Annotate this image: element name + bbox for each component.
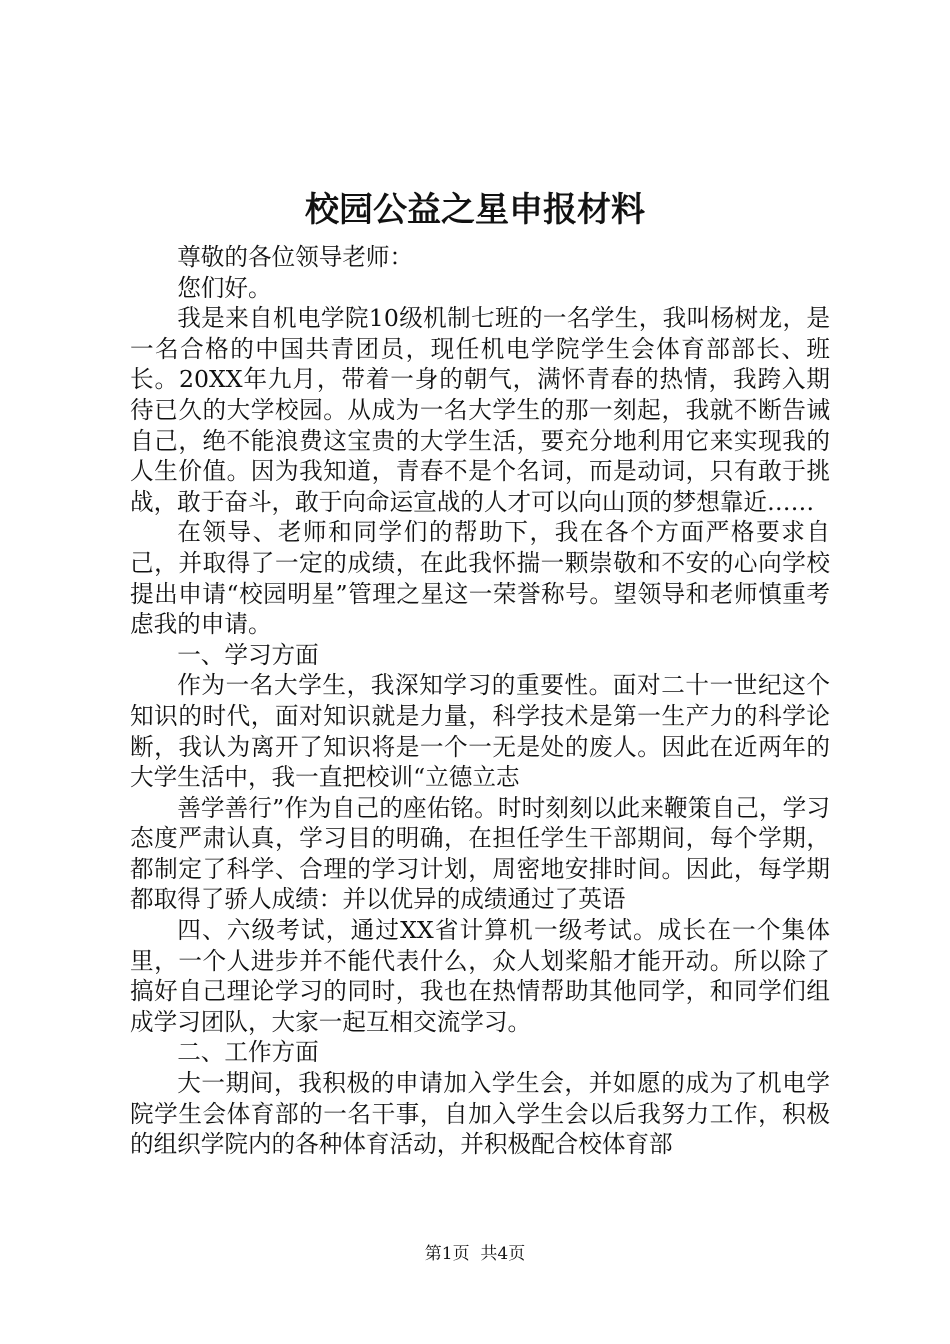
salutation: 尊敬的各位领导老师： bbox=[177, 243, 414, 271]
paragraph-introduction: 我是来自机电学院10级机制七班的一名学生，我叫杨树龙，是一名合格的中国共青团员，现任机电学院学生会体育部部长、班长。20XX年九月，带着一身的朝气，满怀青春的热情，我跨入期待已久的大学校园。从成为一名大学生的那一刻起，我就不断告诫自己，绝不能浪费这宝贵的大学生活，要充分地利用它来实现我的人生价值。因为我知道，青春不是个名词，而是动词，只有敢于挑战，敢于奋斗，敢于向命运宣战的人才可以向山顶的梦想靠近…… bbox=[130, 304, 830, 516]
page-footer bbox=[0, 1243, 950, 1265]
page-number-total: 共4页 bbox=[480, 1244, 526, 1264]
section-heading-work: 二、工作方面 bbox=[177, 1038, 319, 1067]
paragraph-study-3: 四、六级考试，通过XX省计算机一级考试。成长在一个集体里，一个人进步并不能代表什么，众人划桨船才能开动。所以除了搞好自己理论学习的同时，我也在热情帮助其他同学，和同学们组成学习团队，大家一起互相交流学习。 bbox=[130, 916, 830, 1036]
document-title: 校园公益之星申报材料 bbox=[305, 190, 645, 230]
paragraph-application: 在领导、老师和同学们的帮助下，我在各个方面严格要求自己，并取得了一定的成绩，在此我怀揣一颗崇敬和不安的心向学校提出申请“校园明星”管理之星这一荣誉称号。望领导和老师慎重考虑我的申请。 bbox=[130, 518, 830, 639]
footer-separator bbox=[470, 1244, 481, 1264]
paragraph-work-1: 大一期间，我积极的申请加入学生会，并如愿的成为了机电学院学生会体育部的一名干事，自加入学生会以后我努力工作，积极的组织学院内的各种体育活动，并积极配合校体育部 bbox=[130, 1069, 830, 1159]
paragraph-study-1: 作为一名大学生，我深知学习的重要性。面对二十一世纪这个知识的时代，面对知识就是力量，科学技术是第一生产力的科学论断，我认为离开了知识将是一个一无是处的废人。因此在近两年的大学生活中，我一直把校训“立德立志 bbox=[130, 671, 830, 792]
greeting: 您们好。 bbox=[177, 273, 272, 302]
document-body bbox=[130, 242, 830, 1160]
page-number-current: 第1页 bbox=[424, 1244, 470, 1264]
paragraph-study-2: 善学善行”作为自己的座佑铭。时时刻刻以此来鞭策自己，学习态度严肃认真，学习目的明确，在担任学生干部期间，每个学期，都制定了科学、合理的学习计划，周密地安排时间。因此，每学期都取得了骄人成绩：并以优异的成绩通过了英语 bbox=[130, 793, 830, 914]
section-heading-study: 一、学习方面 bbox=[177, 640, 319, 669]
